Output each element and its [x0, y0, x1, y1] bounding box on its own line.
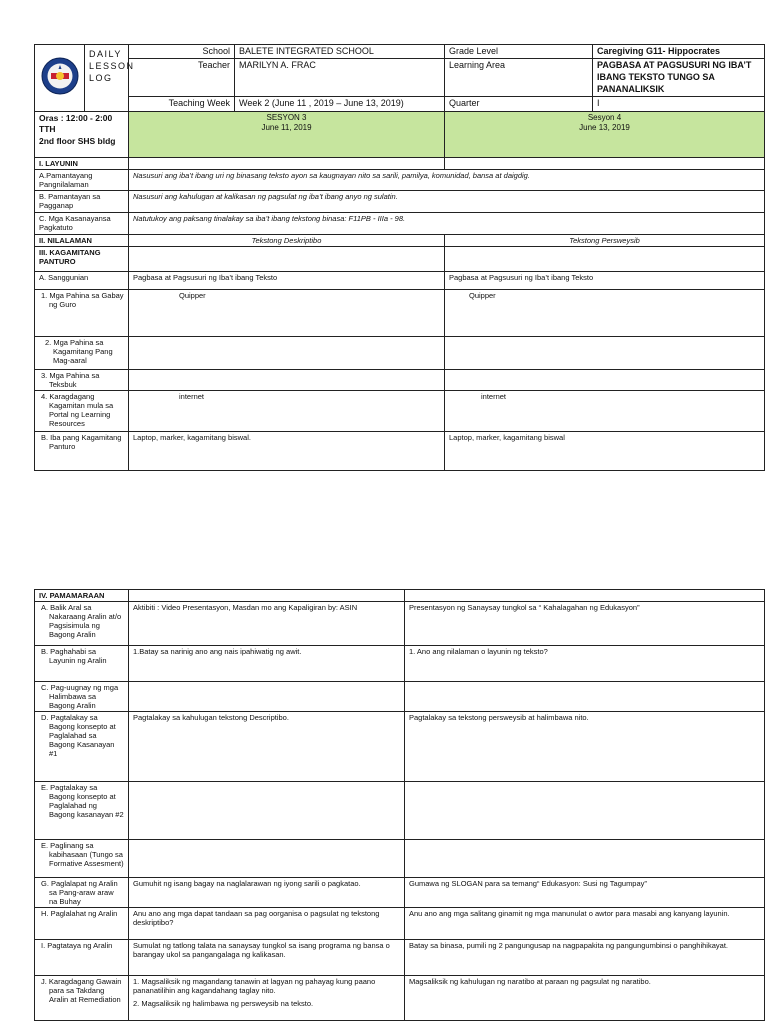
session-3-cell: [129, 369, 445, 390]
session-4-cell: Pagbasa at Pagsusuri ng Iba’t ibang Teksto: [445, 271, 765, 289]
row-label: 3. Mga Pahina sa Teksbuk: [35, 369, 129, 390]
session-3-cell: Sumulat ng tatlong talata na sanaysay tungkol sa isang programa ng bansa o barangay ukol sa pangangalaga ng kalikasan.: [129, 940, 405, 976]
schedule-time: Oras : 12:00 - 2:00: [39, 112, 113, 123]
session-4-cell: Presentasyon ng Sanaysay tungkol sa “ Kahalagahan ng Edukasyon”: [405, 602, 765, 646]
session-4-header: [445, 111, 765, 157]
session-3-cell: internet: [129, 390, 445, 431]
table-row: [35, 940, 765, 976]
procedure-label: E. Paglinang sa kabihasaan (Tungo sa Formative Assesment): [35, 840, 129, 878]
table-row: [35, 782, 765, 840]
session-3-cell: [129, 336, 445, 369]
row-label: II. NILALAMAN: [35, 234, 129, 246]
school-logo-cell: [35, 45, 85, 112]
objective-text: Natutukoy ang paksang tinalakay sa iba’t ibang tekstong binasa: F11PB - IIIa - 98.: [129, 212, 765, 234]
table-row: [35, 431, 765, 470]
row-label: 2. Mga Pahina sa Kagamitang Pang Mag-aaral: [35, 336, 129, 369]
table-row: [35, 878, 765, 908]
session-3-cell: [129, 157, 445, 169]
procedure-label: G. Paglalapat ng Aralin sa Pang-araw araw na Buhay: [35, 878, 129, 908]
session-3-cell: Pagbasa at Pagsusuri ng Iba’t ibang Teksto: [129, 271, 445, 289]
session-4-cell: [405, 590, 765, 602]
session-4-cell: [445, 336, 765, 369]
table-row: [35, 336, 765, 369]
session-4-cell: Laptop, marker, kagamitang biswal: [445, 431, 765, 470]
row-label: 1. Mga Pahina sa Gabay ng Guro: [35, 289, 129, 336]
table-row: [35, 908, 765, 940]
dll-line-1: DAILY: [89, 49, 122, 59]
session-3-cell: Quipper: [129, 289, 445, 336]
table-row: [35, 390, 765, 431]
session-4-cell: Pagtalakay sa tekstong persweysib at halimbawa nito.: [405, 712, 765, 782]
procedure-label: H. Paglalahat ng Aralin: [35, 908, 129, 940]
learning-area-value: PAGBASA AT PAGSUSURI NG IBA’T IBANG TEKSTO TUNGO SA PANANALIKSIK: [593, 59, 765, 97]
teacher-value: MARILYN A. FRAC: [235, 59, 445, 97]
session-4-cell: Gumawa ng SLOGAN para sa temang“ Edukasyon: Susi ng Tagumpay”: [405, 878, 765, 908]
procedure-label: B. Paghahabi sa Layunin ng Aralin: [35, 646, 129, 682]
table-row: [35, 369, 765, 390]
table-row: [35, 590, 765, 602]
session-3-cell: [129, 976, 405, 1021]
dll-line-3: LOG: [89, 73, 113, 84]
schedule-cell: [35, 111, 129, 157]
table-row: [35, 602, 765, 646]
session-3-cell: Gumuhit ng isang bagay na naglalarawan ng iyong sarili o pagkatao.: [129, 878, 405, 908]
procedure-label: A. Balik Aral sa Nakaraang Aralin at/o Pagsisimula ng Bagong Aralin: [35, 602, 129, 646]
row-label: B. Pamantayan sa Pagganap: [35, 190, 129, 212]
table-row: [35, 712, 765, 782]
table-row: [35, 246, 765, 271]
session-4-cell: Magsaliksik ng kahulugan ng naratibo at paraan ng pagsulat ng naratibo.: [405, 976, 765, 1021]
procedure-label: E. Pagtalakay sa Bagong konsepto at Paglalahad ng Bagong kasanayan #2: [35, 782, 129, 840]
objective-text: Nasusuri ang kahulugan at kalikasan ng pagsulat ng iba’t ibang anyo ng sulatin.: [129, 190, 765, 212]
session-3-cell: Aktibiti : Video Presentasyon, Masdan mo ang Kapaligiran by: ASIN: [129, 602, 405, 646]
session-4-cell: [405, 840, 765, 878]
session-3-title: SESYON 3: [266, 112, 307, 122]
teacher-label: Teacher: [129, 59, 235, 97]
procedure-label: D. Pagtalakay sa Bagong konsepto at Paglalahad sa Bagong Kasanayan #1: [35, 712, 129, 782]
table-row: [35, 169, 765, 190]
row-label: III. KAGAMITANG PANTURO: [35, 246, 129, 271]
session-4-cell: [445, 369, 765, 390]
learning-area-label: Learning Area: [445, 59, 593, 97]
session-3-cell: Anu ano ang mga dapat tandaan sa pag oorganisa o pagsulat ng tekstong deskriptibo?: [129, 908, 405, 940]
row-label: I. LAYUNIN: [35, 157, 129, 169]
quarter-label: Quarter: [445, 97, 593, 111]
teaching-week-value: Week 2 (June 11 , 2019 – June 13, 2019): [235, 97, 445, 111]
procedure-label: J. Karagdagang Gawain para sa Takdang Aralin at Remediation: [35, 976, 129, 1021]
session-4-cell: [405, 682, 765, 712]
homework-item-1: 1. Magsaliksik ng magandang tanawin at lagyan ng pahayag kung paano pananatilihin ang kagandahang taglay nito.: [133, 977, 376, 995]
session-4-cell: [445, 157, 765, 169]
lesson-rows-top: [35, 157, 765, 470]
session-3-cell: 1.Batay sa narinig ano ang nais ipahiwatig ng awit.: [129, 646, 405, 682]
procedure-label: IV. PAMAMARAAN: [35, 590, 129, 602]
table-row: [35, 234, 765, 246]
homework-item-2: 2. Magsaliksik ng halimbawa ng persweysib na teksto.: [133, 999, 314, 1008]
session-3-cell: [129, 840, 405, 878]
session-4-title: Sesyon 4: [587, 112, 622, 122]
dll-title: [85, 45, 135, 112]
dll-line-2: LESSON: [89, 61, 135, 72]
row-label: A.Pamantayang Pangnilalaman: [35, 169, 129, 190]
session-3-cell: Laptop, marker, kagamitang biswal.: [129, 431, 445, 470]
table-row: [35, 682, 765, 712]
school-label: School: [129, 45, 235, 59]
session-3-cell: Pagtalakay sa kahulugan tekstong Descriptibo.: [129, 712, 405, 782]
session-3-cell: [129, 682, 405, 712]
table-row: [35, 646, 765, 682]
session-4-cell: [445, 246, 765, 271]
session-4-cell: Tekstong Persweysib: [445, 234, 765, 246]
session-4-date: June 13, 2019: [579, 122, 630, 132]
session-3-cell: [129, 246, 445, 271]
session-4-cell: Quipper: [445, 289, 765, 336]
lesson-log-table-top: [34, 44, 765, 471]
table-row: [35, 212, 765, 234]
schedule-days: TTH: [39, 124, 56, 135]
table-row: [35, 190, 765, 212]
school-value: BALETE INTEGRATED SCHOOL: [235, 45, 445, 59]
quarter-value: I: [593, 97, 765, 111]
grade-value: Caregiving G11- Hippocrates: [593, 45, 765, 59]
row-label: C. Mga Kasanayansa Pagkatuto: [35, 212, 129, 234]
session-4-cell: Batay sa binasa, pumili ng 2 pangungusap na nagpapakita ng pangungumbinsi o panghihikayat.: [405, 940, 765, 976]
teaching-week-label: Teaching Week: [129, 97, 235, 111]
grade-label: Grade Level: [445, 45, 593, 59]
row-label: 4. Karagdagang Kagamitan mula sa Portal ng Learning Resources: [35, 390, 129, 431]
session-3-cell: Tekstong Deskriptibo: [129, 234, 445, 246]
session-4-cell: Anu ano ang mga salitang ginamit ng mga manunulat o awtor para masabi ang kanyang layunin.: [405, 908, 765, 940]
session-3-header: [129, 111, 445, 157]
session-3-cell: [129, 782, 405, 840]
procedure-label: C. Pag-uugnay ng mga Halimbawa sa Bagong Aralin: [35, 682, 129, 712]
session-4-cell: [405, 782, 765, 840]
table-row: [35, 157, 765, 169]
procedure-label: I. Pagtataya ng Aralin: [35, 940, 129, 976]
row-label: A. Sanggunian: [35, 271, 129, 289]
table-row: [35, 976, 765, 1021]
row-label: B. Iba pang Kagamitang Panturo: [35, 431, 129, 470]
session-4-cell: internet: [445, 390, 765, 431]
schedule-room: 2nd floor SHS bldg: [39, 135, 116, 146]
session-3-cell: [129, 590, 405, 602]
table-row: [35, 271, 765, 289]
lesson-log-table-bottom: [34, 589, 765, 1021]
table-row: [35, 289, 765, 336]
procedure-rows: [35, 590, 765, 1021]
objective-text: Nasusuri ang iba’t ibang uri ng binasang teksto ayon sa kaugnayan nito sa sarili, pamilya, komunidad, bansa at daigdig.: [129, 169, 765, 190]
session-3-date: June 11, 2019: [261, 122, 312, 132]
session-4-cell: 1. Ano ang nilalaman o layunin ng teksto?: [405, 646, 765, 682]
school-seal-icon: [40, 56, 80, 96]
table-row: [35, 840, 765, 878]
